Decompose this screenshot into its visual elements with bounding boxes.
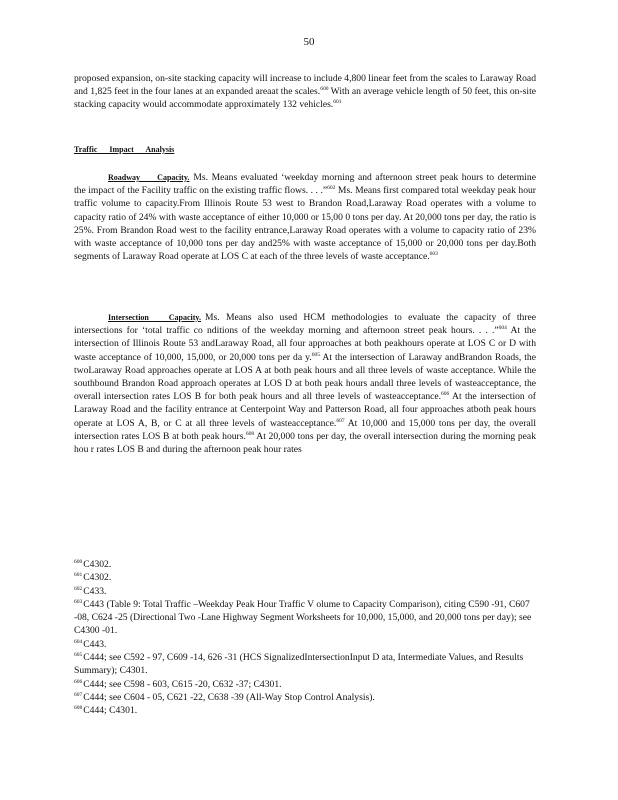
- page-number: 50: [303, 36, 315, 48]
- footnote-number: 602: [74, 585, 83, 592]
- footnote-text: C444; see C592 - 97, C609 -14, 626 -31 (HCS SignalizedIntersectionInput D ata, Intermediate Values, and Results Summary); C4301.: [74, 652, 524, 677]
- runin-heading-roadway: Roadway Capacity.: [108, 173, 190, 182]
- footnote: [74, 598, 536, 638]
- para3-text6: At 20,000 tons per day, the overall intersection during the morning peak hou r rates LOS B and during the afternoon peak hour rates: [74, 430, 536, 456]
- footnote-ref-608: 608: [245, 430, 255, 437]
- footnote-text: C443 (Table 9: Total Traffic –Weekday Peak Hour Traffic V olume to Capacity Comparison), citing C590 -91, C607 -08, C624 -25 (Directional Two -Lane Highway Segment Worksheets for 10,000, 15,000, and 20,000 tons per day); see C4300 -01.: [74, 598, 532, 637]
- footnote-text: C4302.: [83, 559, 112, 570]
- footnote-number: 608: [74, 705, 83, 712]
- footnote-ref-602: 602: [327, 185, 336, 192]
- footnote: [74, 585, 536, 598]
- footnote: [74, 704, 536, 717]
- paragraph-roadway-capacity: [74, 171, 536, 263]
- footnote-text: C444; C4301.: [83, 705, 138, 717]
- paragraph-intersection-capacity: [74, 311, 536, 456]
- para1-text2: With an average vehicle length of 50 feet, this on-site stacking capacity would accommodate approximately 132 vehicles.: [74, 86, 537, 111]
- footnote-text: C443.: [83, 638, 107, 650]
- footnote-number: 600: [74, 559, 83, 565]
- section-heading-traffic-impact: Traffic Impact Analysis: [74, 145, 175, 154]
- runin-heading-intersection: Intersection Capacity.: [108, 313, 201, 322]
- footnote: [74, 638, 536, 651]
- footnote-ref-605: 605: [311, 351, 320, 358]
- para3-text2: At the intersection of Illinois Route 53 andLaraway Road, all four approaches at both peakhours operate at LOS C or D with waste acceptance of 10,000, 15,000, or 20,000 tons per da y.: [74, 325, 536, 363]
- footnote-text: C444; see C604 - 05, C621 -22, C638 -39 (All-Way Stop Control Analysis).: [83, 691, 375, 703]
- footnote-number: 604: [74, 638, 83, 645]
- para1-text: proposed expansion, on-site stacking capacity will increase to include 4,800 linear feet from the scales to Laraway Road and 1,825 feet in the four lanes at an expanded areaat the scales.: [74, 73, 536, 98]
- para2-text1: Ms. Means evaluated ‘weekday morning and afternoon street peak hours to determine the impact of the Facility traffic on the existing traffic flows. . . .”: [74, 172, 536, 197]
- footnote-number: 605: [74, 652, 83, 659]
- para3-text1: Ms. Means also used HCM methodologies to evaluate the capacity of three intersections for ‘total traffic co nditions of the weekday morning and afternoon street peak hours. . . .”: [74, 312, 536, 337]
- footnote: [74, 571, 536, 584]
- footnote: [74, 558, 536, 571]
- para3-text3: At the intersection of Laraway andBrandon Roads, the twoLaraway Road approaches operate at LOS A at both peak hours and all three levels of waste acceptance. While the southbound Brandon Road approach operates at LOS D at both peak hours andall three levels of wasteacceptance, the overall intersection rates LOS B for both peak hours and all three levels of wasteacceptance.: [74, 351, 536, 403]
- footnote-ref-607: 607: [336, 417, 345, 424]
- footnote-ref-603: 603: [429, 251, 438, 258]
- footnote-ref-606: 606: [441, 391, 450, 398]
- footnotes: [74, 558, 536, 718]
- footnote: [74, 651, 536, 678]
- footnote: [74, 678, 536, 691]
- footnote-ref-604: 604: [498, 325, 507, 332]
- para2-text2: Ms. Means first compared total weekday peak hour traffic volume to capacity.From Illinois Route 53 west to Brandon Road,Laraway Road operates with a volume to capacity ratio of 24% with waste acceptance of either 10,000 or 15,00 0 tons per day. At 20,000 tons per day, the ratio is 25%. From Brandon Road west to the facility entrance,Laraway Road operates with a volume to capacity ratio of 23% with waste acceptance of 10,000 tons per day and25% with waste acceptance of 15,000 or 20,000 tons per day.Both segments of Laraway Road operate at LOS C at each of the three levels of waste acceptance.: [74, 185, 536, 263]
- paragraph-stacking-capacity: [74, 72, 536, 112]
- footnote: [74, 691, 536, 704]
- footnote-text: C444; see C598 - 603, C615 -20, C632 -37; C4301.: [83, 678, 282, 690]
- footnote-ref-600: 600: [320, 86, 329, 93]
- footnote-number: 603: [74, 598, 83, 605]
- footnote-number: 607: [74, 691, 83, 698]
- footnote-number: 601: [74, 572, 83, 579]
- footnote-number: 606: [74, 678, 83, 685]
- para3-text5: At 10,000 and 15,000 tons per day, the overall intersection rates LOS B at both peak hours.: [74, 417, 536, 442]
- para3-text4: At the intersection of Laraway Road and the facility entrance at Centerpoint Way and Patterson Road, all four approaches atboth peak hours operate at LOS A, B, or C at all three levels of wasteacceptance.: [74, 391, 536, 429]
- footnote-text: C4302.: [83, 572, 112, 584]
- footnote-ref-601: 601: [333, 99, 342, 106]
- footnote-text: C433.: [83, 585, 107, 597]
